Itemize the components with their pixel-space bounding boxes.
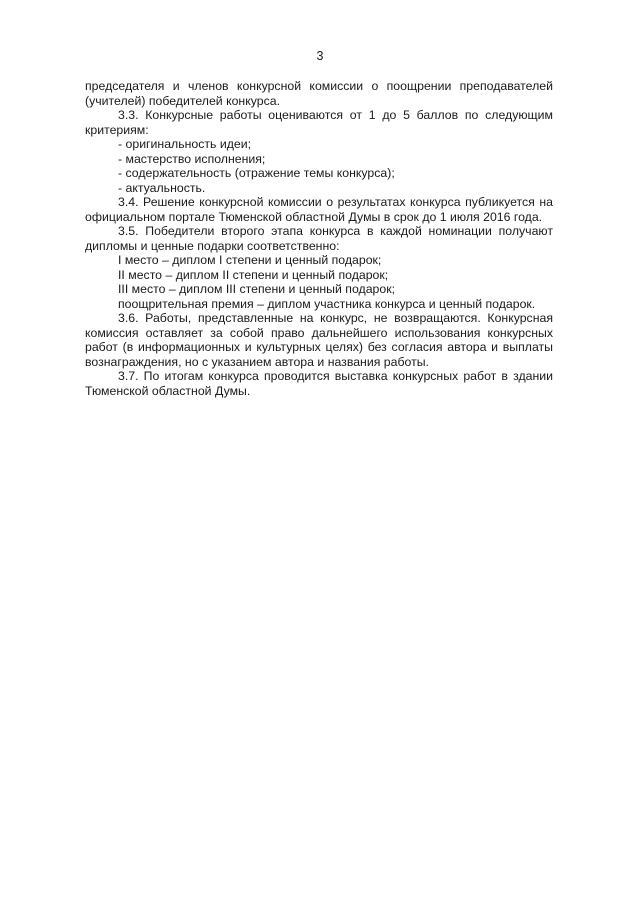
paragraph-3-3: 3.3. Конкурсные работы оцениваются от 1 до 5 баллов по следующим критериям: [85,108,553,137]
paragraph-3-4: 3.4. Решение конкурсной комиссии о результатах конкурса публикуется на официальном портале Тюменской областной Думы в срок до 1 июля 2016 года. [85,195,553,224]
criteria-item: - оригинальность идеи; [118,137,252,151]
criteria-list [85,137,553,195]
paragraph-3-6: 3.6. Работы, представленные на конкурс, не возвращаются. Конкурсная комиссия оставляет за собой право дальнейшего использования конкурсных работ (в информационных и культурных целях) без согласия автора и выплаты вознаграждения, но с указанием автора и названия работы. [85,311,553,369]
paragraph-3-5: 3.5. Победители второго этапа конкурса в каждой номинации получают дипломы и ценные подарки соответственно: [85,224,553,253]
page-number: 3 [316,49,324,63]
criteria-item: - содержательность (отражение темы конкурса); [118,166,395,180]
paragraph-3-7: 3.7. По итогам конкурса проводится выставка конкурсных работ в здании Тюменской областной Думы. [85,369,553,398]
award-item: поощрительная премия – диплом участника конкурса и ценный подарок. [118,296,536,311]
award-item: III место – диплом III степени и ценный подарок; [118,282,396,296]
award-item: I место – диплом I степени и ценный подарок; [118,253,382,267]
award-item: II место – диплом II степени и ценный подарок; [118,267,389,282]
criteria-item: - актуальность. [118,180,206,195]
awards-list [85,253,553,311]
document-body [85,79,553,398]
criteria-item: - мастерство исполнения; [118,151,266,166]
paragraph-continuation: председателя и членов конкурсной комиссии о поощрении преподавателей (учителей) победителей конкурса. [85,79,553,108]
